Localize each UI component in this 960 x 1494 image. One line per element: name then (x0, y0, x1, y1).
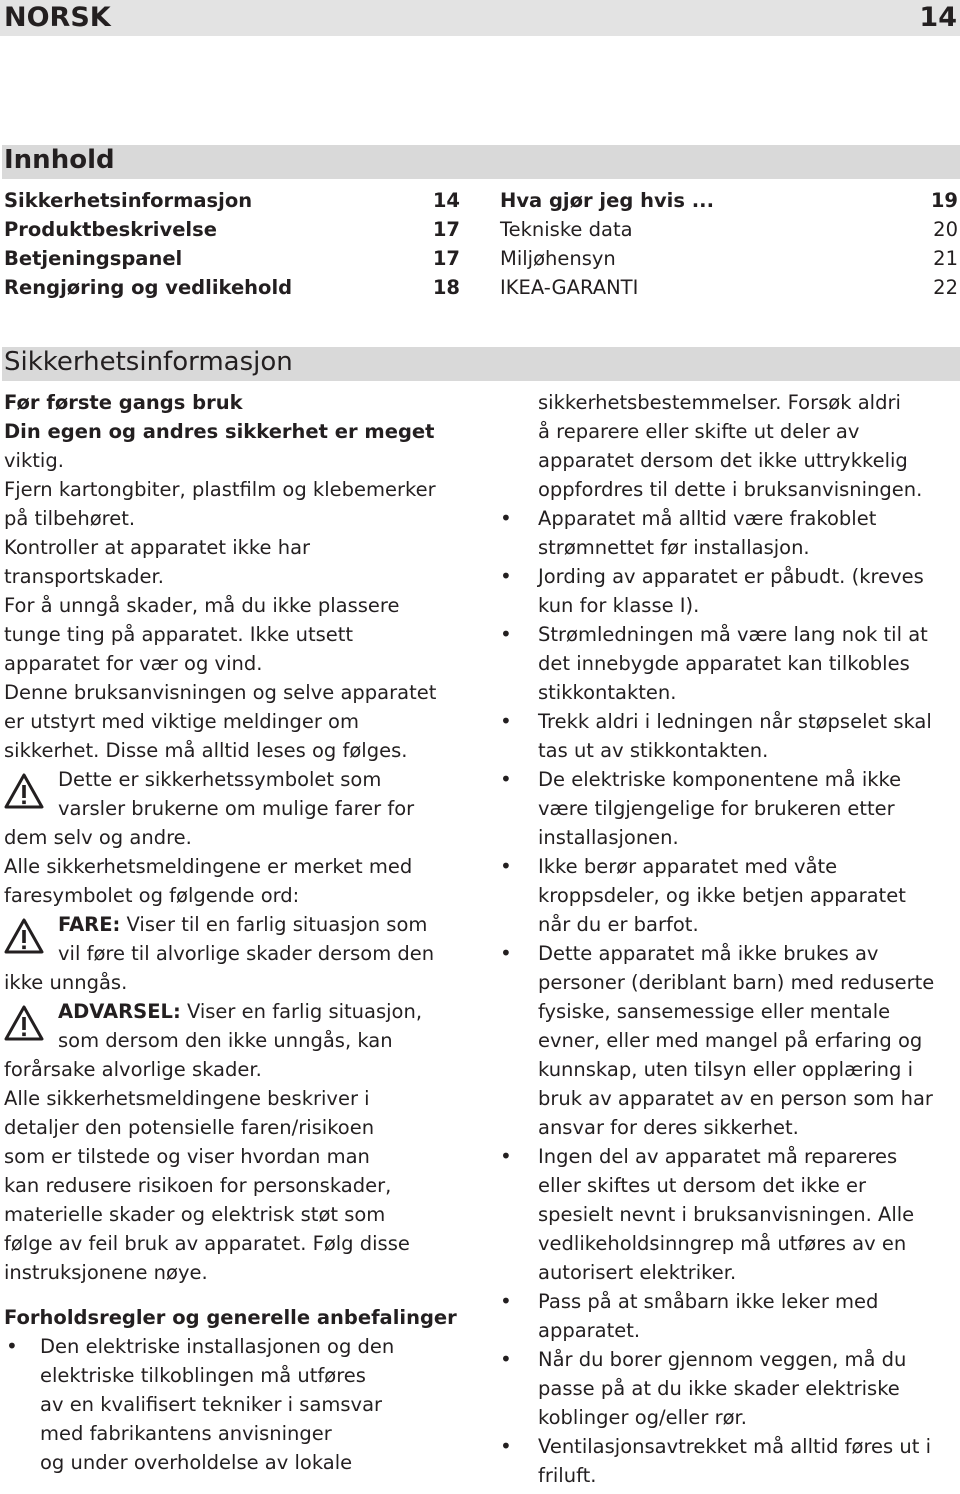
bullet-line: når du er barfot. (538, 913, 699, 936)
bullet-line: bruk av apparatet av en person som har (538, 1087, 933, 1110)
intro-line: tunge ting på apparatet. Ikke utsett (4, 623, 354, 646)
bullet-line: kun for klasse I). (538, 594, 700, 617)
bullet-dot: • (500, 1289, 512, 1313)
toc-entry (4, 215, 460, 244)
bullet-item (500, 1142, 960, 1287)
bullet-line: Pass på at småbarn ikke leker med (538, 1290, 879, 1313)
toc-left-column (4, 186, 460, 302)
describes-line: detaljer den potensielle faren/risikoen (4, 1116, 375, 1139)
toc-entry (500, 186, 958, 215)
danger-note-line: ikke unngås. (4, 971, 128, 994)
intro-line: For å unngå skader, må du ikke plassere (4, 594, 400, 617)
toc-entry-label: Sikkerhetsinformasjon (4, 189, 253, 212)
warning-note-line: som dersom den ikke unngås, kan (58, 1029, 393, 1052)
bullet-dot: • (500, 767, 512, 791)
bullet-line: spesielt nevnt i bruksanvisningen. Alle (538, 1203, 915, 1226)
bullet-line: og under overholdelse av lokale (40, 1451, 353, 1474)
intro-line: apparatet for vær og vind. (4, 652, 263, 675)
bullet-dot: • (500, 622, 512, 646)
bullet-line: apparatet. (538, 1319, 641, 1342)
toc-entry (500, 215, 958, 244)
bullet-line: Strømledningen må være lang nok til at (538, 623, 928, 646)
toc-entry-page: 17 (432, 247, 460, 270)
symbol-note-line: dem selv og andre. (4, 826, 192, 849)
bullet-line: Dette apparatet må ikke brukes av (538, 942, 879, 965)
symbol-note-line: varsler brukerne om mulige farer for (58, 797, 415, 820)
toc-entry-label: Betjeningspanel (4, 247, 183, 270)
bullet-line: med fabrikantens anvisninger (40, 1422, 332, 1445)
danger-note-line: FARE: Viser til en farlig situasjon som (58, 913, 428, 936)
continuation-line: apparatet dersom det ikke uttrykkelig (538, 449, 908, 472)
intro-line: Kontroller at apparatet ikke har (4, 536, 311, 559)
bullet-item (500, 504, 960, 562)
toc-entry-page: 20 (933, 218, 958, 241)
bullet-line: strømnettet før installasjon. (538, 536, 810, 559)
toc-entry (4, 273, 460, 302)
bullet-line: Når du borer gjennom veggen, må du (538, 1348, 907, 1371)
intro-line: på tilbehøret. (4, 507, 136, 530)
symbol-note-line: Dette er sikkerhetssymbolet som (58, 768, 382, 791)
bullet-dot: • (500, 854, 512, 878)
danger-note-term: FARE: (58, 913, 121, 936)
bullet-dot: • (500, 506, 512, 530)
bullet-line: Ventilasjonsavtrekket må alltid føres ut i (538, 1435, 932, 1458)
bullet-line: elektriske tilkoblingen må utføres (40, 1364, 366, 1387)
toc-entry-label: Rengjøring og vedlikehold (4, 276, 293, 299)
bullet-line: Den elektriske installasjonen og den (40, 1335, 395, 1358)
warning-triangle-icon (4, 918, 44, 954)
describes-line: Alle sikkerhetsmeldingene beskriver i (4, 1087, 370, 1110)
bullet-dot: • (500, 941, 512, 965)
bullet-dot: • (500, 564, 512, 588)
safety-heading-bar (2, 347, 960, 381)
bullet-dot: • (500, 1144, 512, 1168)
bullet-dot: • (6, 1334, 18, 1358)
bullet-line: stikkontakten. (538, 681, 677, 704)
warning-note-term: ADVARSEL: (58, 1000, 181, 1023)
toc-entry-label: Hva gjør jeg hvis ... (500, 189, 714, 212)
bullet-line: tas ut av stikkontakten. (538, 739, 769, 762)
bullet-line: kunnskap, uten tilsyn eller opplæring i (538, 1058, 913, 1081)
bullet-item (500, 939, 960, 1142)
danger-note (4, 910, 474, 997)
describes-line: følge av feil bruk av apparatet. Følg disse (4, 1232, 410, 1255)
describes-line: kan redusere risikoen for personskader, (4, 1174, 392, 1197)
bullet-item (500, 1345, 960, 1432)
warning-triangle-icon (4, 1005, 44, 1041)
bullet-line: være tilgjengelige for brukeren etter (538, 797, 895, 820)
toc-entry-page: 22 (933, 276, 958, 299)
first-use-heading: Før første gangs bruk (4, 391, 243, 414)
bullet-line: personer (deriblant barn) med reduserte (538, 971, 935, 994)
toc-entry-page: 14 (432, 189, 460, 212)
bullet-line: kroppsdeler, og ikke betjen apparatet (538, 884, 906, 907)
bullet-item (500, 707, 960, 765)
bullet-line: autorisert elektriker. (538, 1261, 737, 1284)
language-label: NORSK (4, 2, 111, 33)
bullet-line: Trekk aldri i ledningen når støpselet skal (538, 710, 932, 733)
bullet-item (500, 852, 960, 939)
right-text-column (500, 388, 960, 1490)
intro-line: Denne bruksanvisningen og selve apparatet (4, 681, 437, 704)
continuation-line: oppfordres til dette i bruksanvisningen. (538, 478, 923, 501)
bullet-line: eller skiftes ut dersom det ikke er (538, 1174, 867, 1197)
bullet-line: fysiske, sansemessige eller mentale (538, 1000, 891, 1023)
page-header (0, 0, 960, 36)
toc-heading-bar (2, 145, 960, 179)
toc-entry (4, 244, 460, 273)
left-text-column (4, 388, 474, 1477)
marked-note-line: Alle sikkerhetsmeldingene er merket med (4, 855, 413, 878)
toc-entry (500, 244, 958, 273)
bullet-line: Apparatet må alltid være frakoblet (538, 507, 877, 530)
bullet-item (500, 765, 960, 852)
bullet-line: friluft. (538, 1464, 597, 1487)
bullet-item (500, 620, 960, 707)
toc-entry-page: 19 (930, 189, 958, 212)
marked-note-line: faresymbolet og følgende ord: (4, 884, 300, 907)
bullet-line: av en kvalifisert tekniker i samsvar (40, 1393, 383, 1416)
safety-title: Sikkerhetsinformasjon (4, 347, 293, 377)
intro-bold-line: Din egen og andres sikkerhet er meget (4, 420, 435, 443)
continuation-line: å reparere eller skifte ut deler av (538, 420, 860, 443)
intro-line: Fjern kartongbiter, plastfilm og klebemerker (4, 478, 436, 501)
toc-right-column (500, 186, 958, 302)
toc-title: Innhold (4, 145, 115, 175)
continuation-line: sikkerhetsbestemmelser. Forsøk aldri (538, 391, 901, 414)
bullet-line: installasjonen. (538, 826, 679, 849)
toc-entry-label: Produktbeskrivelse (4, 218, 217, 241)
warning-note-line: forårsake alvorlige skader. (4, 1058, 262, 1081)
warning-triangle-icon (4, 773, 44, 809)
spacer (4, 1287, 474, 1303)
describes-line: instruksjonene nøye. (4, 1261, 208, 1284)
bullet-line: passe på at du ikke skader elektriske (538, 1377, 900, 1400)
bullet-item (500, 1287, 960, 1345)
toc-entry-label: IKEA-GARANTI (500, 276, 639, 299)
bullet-dot: • (500, 1434, 512, 1458)
intro-line: viktig. (4, 449, 64, 472)
bullet-item (500, 562, 960, 620)
intro-line: er utstyrt med viktige meldinger om (4, 710, 359, 733)
bullet-line: Ikke berør apparatet med våte (538, 855, 838, 878)
intro-line: sikkerhet. Disse må alltid leses og følges. (4, 739, 408, 762)
describes-line: materielle skader og elektrisk støt som (4, 1203, 386, 1226)
bullet-line: det innebygde apparatet kan tilkobles (538, 652, 910, 675)
bullet-line: ansvar for deres sikkerhet. (538, 1116, 799, 1139)
symbol-note (4, 765, 474, 852)
page-number: 14 (919, 2, 957, 33)
intro-line: transportskader. (4, 565, 164, 588)
toc-entry (500, 273, 958, 302)
toc-entry-page: 21 (933, 247, 958, 270)
bullet-line: Jording av apparatet er påbudt. (kreves (538, 565, 924, 588)
bullet-line: Ingen del av apparatet må repareres (538, 1145, 898, 1168)
toc-entry-page: 17 (432, 218, 460, 241)
bullet-item (500, 1432, 960, 1490)
bullet-line: De elektriske komponentene må ikke (538, 768, 902, 791)
danger-note-line: vil føre til alvorlige skader dersom den (58, 942, 435, 965)
describes-line: som er tilstede og viser hvordan man (4, 1145, 370, 1168)
bullet-dot: • (500, 709, 512, 733)
precautions-heading: Forholdsregler og generelle anbefalinger (4, 1306, 457, 1329)
toc-entry-page: 18 (432, 276, 460, 299)
bullet-dot: • (500, 1347, 512, 1371)
toc-entry (4, 186, 460, 215)
bullet-line: vedlikeholdsinngrep må utføres av en (538, 1232, 907, 1255)
bullet-line: evner, eller med mangel på erfaring og (538, 1029, 923, 1052)
warning-note-line: ADVARSEL: Viser en farlig situasjon, (58, 1000, 423, 1023)
toc-entry-label: Tekniske data (500, 218, 633, 241)
bullet-item (4, 1332, 474, 1477)
bullet-line: koblinger og/eller rør. (538, 1406, 747, 1429)
toc-entry-label: Miljøhensyn (500, 247, 616, 270)
warning-note (4, 997, 474, 1084)
